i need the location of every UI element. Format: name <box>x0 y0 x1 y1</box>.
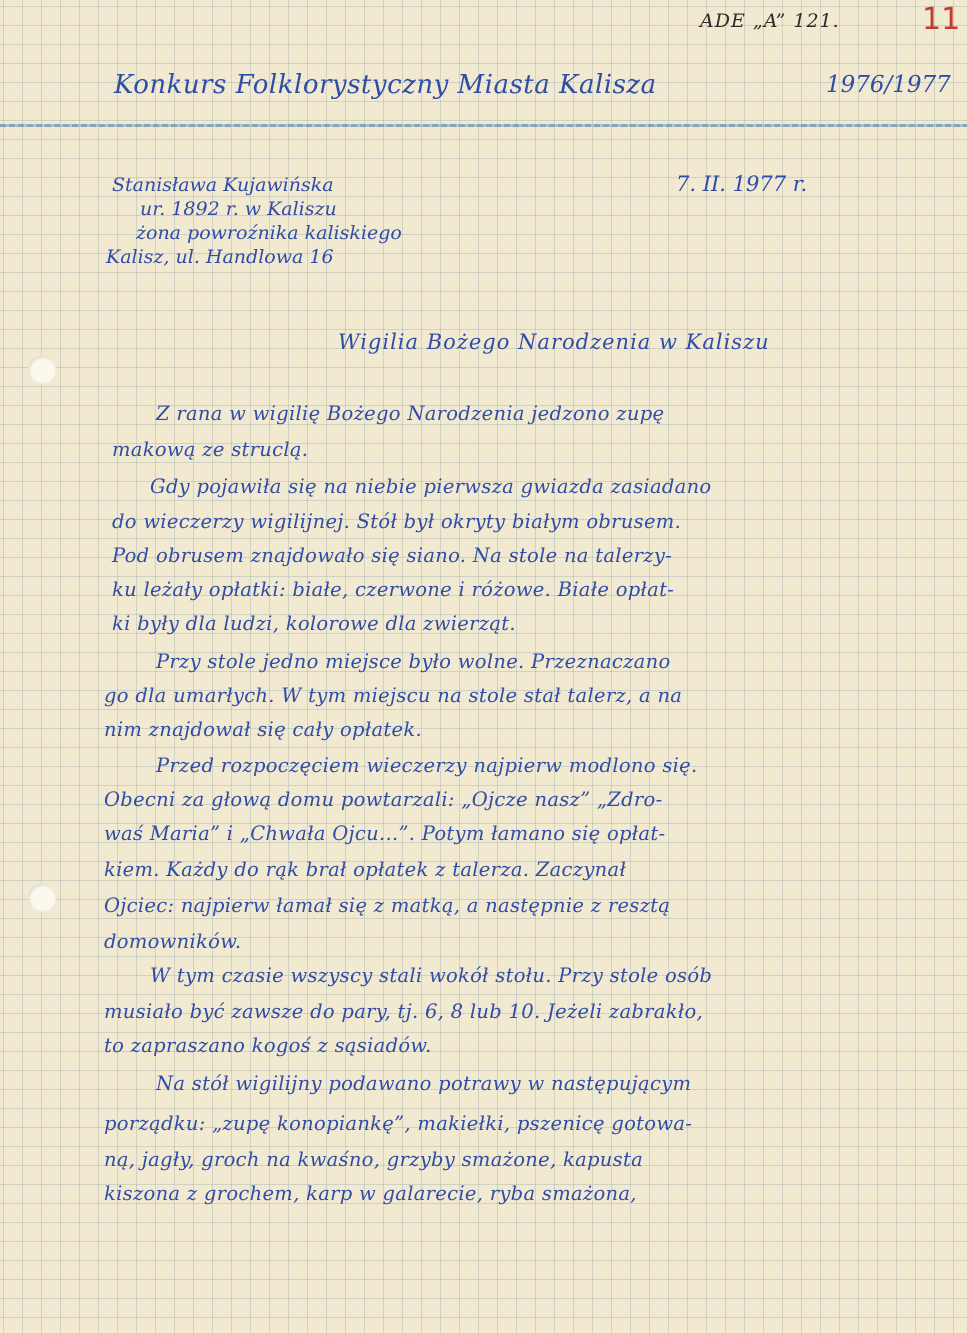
punch-hole-bottom <box>28 884 56 912</box>
document-title: Konkurs Folklorystyczny Miasta Kalisza <box>114 70 657 100</box>
text-line: do wieczerzy wigilijnej. Stół był okryty białym obrusem. <box>112 510 682 533</box>
archive-code: ADE „A” 121. <box>700 10 840 32</box>
text-line: domowników. <box>104 930 242 953</box>
informant-born: ur. 1892 r. w Kaliszu <box>140 198 337 220</box>
document-heading: Wigilia Bożego Narodzenia w Kaliszu <box>338 330 770 354</box>
text-line: W tym czasie wszyscy stali wokół stołu. Przy stole osób <box>150 964 713 987</box>
document-years: 1976/1977 <box>826 72 951 98</box>
text-line: waś Maria” i „Chwała Ojcu...”. Potym łamano się opłat- <box>104 822 666 845</box>
punch-hole-top <box>28 356 56 384</box>
text-line: Obecni za głową domu powtarzali: „Ojcze nasz” „Zdro- <box>104 788 663 811</box>
text-line: kiszona z grochem, karp w galarecie, ryba smażona, <box>104 1182 637 1205</box>
text-line: Ojciec: najpierw łamał się z matką, a następnie z resztą <box>104 894 671 917</box>
text-line: Pod obrusem znajdowało się siano. Na stole na talerzy- <box>112 544 673 567</box>
informant-role: żona powroźnika kaliskiego <box>136 222 402 244</box>
text-line: to zapraszano kogoś z sąsiadów. <box>104 1034 432 1057</box>
informant-name: Stanisława Kujawińska <box>112 174 334 196</box>
text-line: porządku: „zupę konopiankę”, makiełki, pszenicę gotowa- <box>104 1112 693 1135</box>
informant-address: Kalisz, ul. Handlowa 16 <box>106 246 334 268</box>
text-line: ki były dla ludzi, kolorowe dla zwierząt. <box>112 612 516 635</box>
text-line: Przy stole jedno miejsce było wolne. Przeznaczano <box>156 650 671 673</box>
text-line: kiem. Każdy do rąk brał opłatek z talerza. Zaczynał <box>104 858 627 881</box>
header-rule-line <box>0 124 967 127</box>
text-line: Z rana w wigilię Bożego Narodzenia jedzono zupę <box>156 402 665 425</box>
page-number: 11 <box>922 2 961 37</box>
text-line: Przed rozpoczęciem wieczerzy najpierw modlono się. <box>156 754 698 777</box>
text-line: Gdy pojawiła się na niebie pierwsza gwiazda zasiadano <box>150 475 712 498</box>
text-line: musiało być zawsze do pary, tj. 6, 8 lub 10. Jeżeli zabrakło, <box>104 1000 704 1023</box>
text-line: ną, jagły, groch na kwaśno, grzyby smażone, kapusta <box>104 1148 644 1171</box>
document-date: 7. II. 1977 r. <box>676 172 808 196</box>
text-line: Na stół wigilijny podawano potrawy w następującym <box>156 1072 692 1095</box>
text-line: go dla umarłych. W tym miejscu na stole stał talerz, a na <box>104 684 683 707</box>
text-line: makową ze struclą. <box>112 438 309 461</box>
text-line: nim znajdował się cały opłatek. <box>104 718 422 741</box>
text-line: ku leżały opłatki: białe, czerwone i różowe. Białe opłat- <box>112 578 675 601</box>
